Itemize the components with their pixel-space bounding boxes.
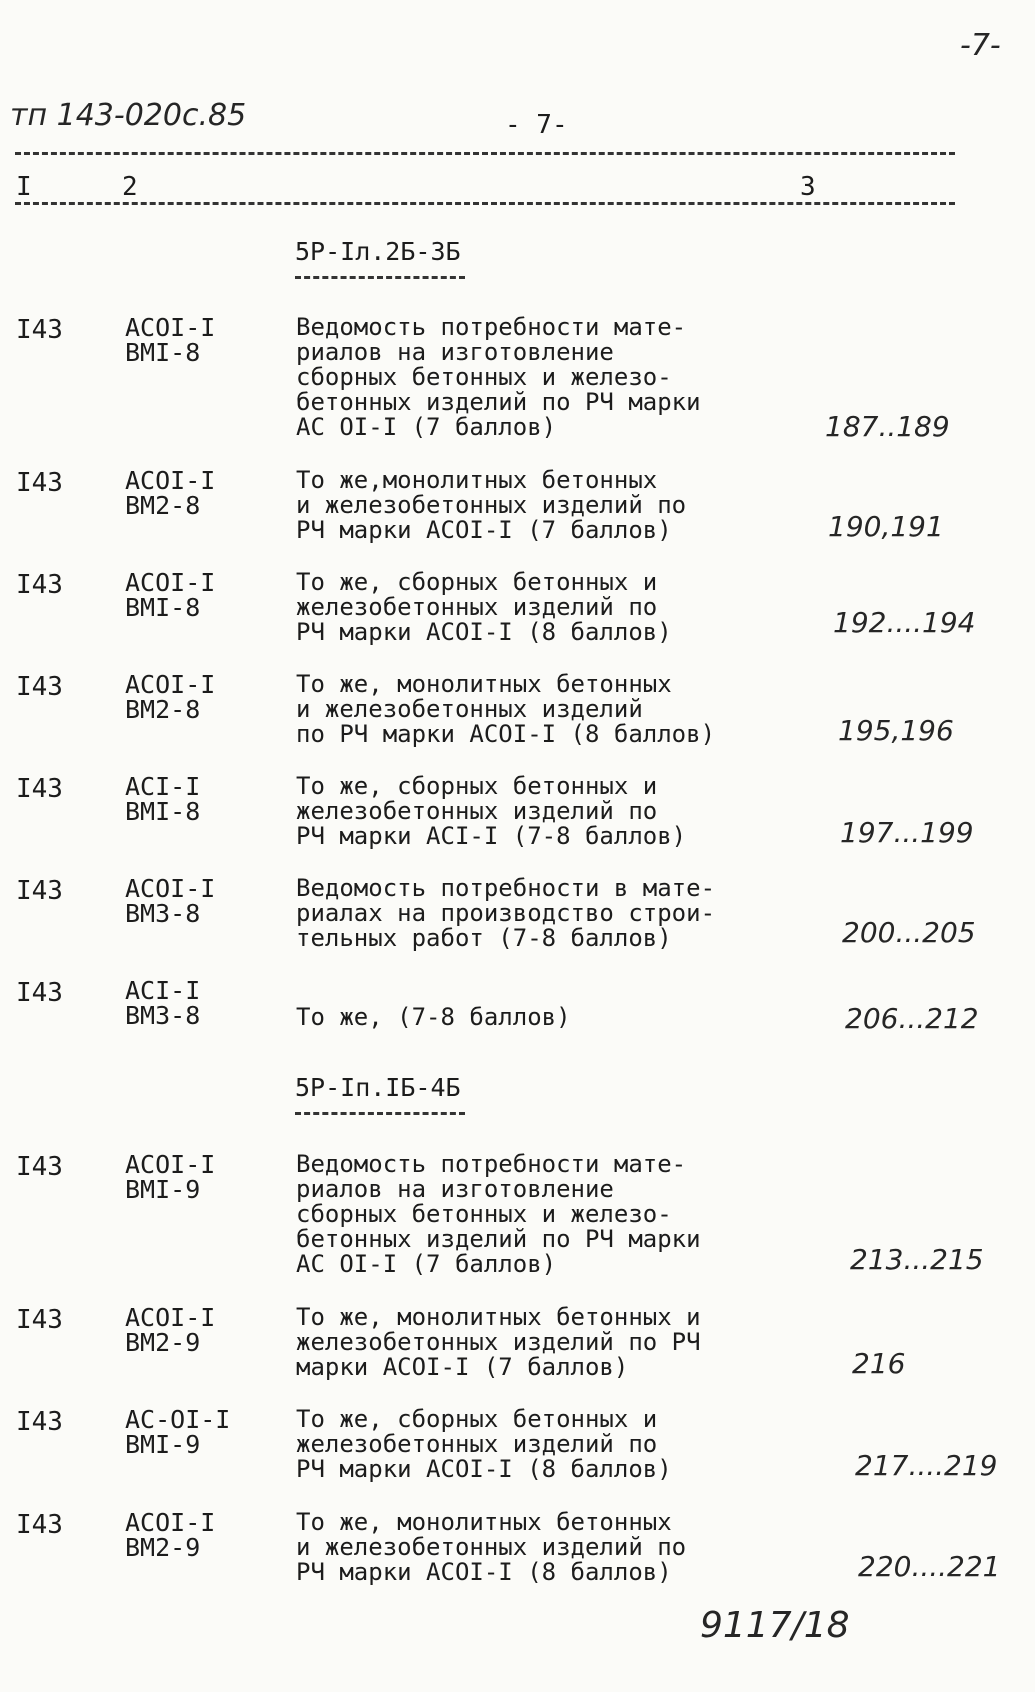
handwritten-archive-number: 9117/18	[700, 1605, 850, 1646]
row-pages: 187..189	[825, 410, 950, 443]
corner-page-mark: -7-	[960, 28, 1001, 63]
row-description: Ведомость потребности в мате- риалах на производство строи- тельных работ (7-8 баллов)	[296, 874, 716, 952]
row-number: I43	[16, 978, 63, 1008]
row-pages: 200...205	[842, 916, 976, 949]
column-number-1: I	[16, 172, 32, 202]
row-number: I43	[16, 315, 63, 345]
row-pages: 195,196	[838, 714, 954, 747]
row-pages: 220....221	[858, 1550, 1001, 1583]
row-number: I43	[16, 1305, 63, 1335]
column-number-2: 2	[122, 172, 138, 202]
row-pages: 197...199	[840, 816, 974, 849]
row-number: I43	[16, 672, 63, 702]
section-title: 5Р-Iл.2Б-3Б	[295, 237, 465, 279]
row-description: То же, сборных бетонных и железобетонных изделий по РЧ марки АСОI-I (8 баллов)	[296, 568, 672, 646]
row-code: АСОI-I ВМI-9	[125, 1150, 216, 1204]
row-number: I43	[16, 876, 63, 906]
row-code: АСI-I ВМI-8	[125, 772, 201, 826]
section-title: 5Р-Iп.IБ-4Б	[295, 1073, 465, 1115]
row-description: То же, сборных бетонных и железобетонных изделий по РЧ марки АСОI-I (8 баллов)	[296, 1405, 672, 1483]
row-code: АСОI-I ВМ3-8	[125, 874, 216, 928]
row-number: I43	[16, 1510, 63, 1540]
row-pages: 192....194	[833, 606, 976, 639]
row-code: АСОI-I ВМI-8	[125, 568, 216, 622]
document-code: тп 143-020с.85	[10, 98, 247, 133]
row-pages: 216	[852, 1347, 906, 1380]
row-description: Ведомость потребности мате- риалов на изготовление сборных бетонных и железо- бетонных изделий по РЧ марки АС ОI-I (7 баллов)	[296, 1150, 701, 1278]
row-number: I43	[16, 468, 63, 498]
header-divider-top	[15, 152, 955, 155]
row-description: То же, (7-8 баллов)	[296, 1003, 571, 1031]
row-code: АСОI-I ВМ2-8	[125, 466, 216, 520]
page-number: - 7-	[505, 110, 568, 140]
row-description: То же,монолитных бетонных и железобетонных изделий по РЧ марки АСОI-I (7 баллов)	[296, 466, 687, 544]
row-description: Ведомость потребности мате- риалов на изготовление сборных бетонных и железо- бетонных изделий по РЧ марки АС ОI-I (7 баллов)	[296, 313, 701, 441]
row-description: То же, монолитных бетонных и железобетонных изделий по РЧ марки АСОI-I (8 баллов)	[296, 1508, 687, 1586]
header-divider-bottom	[15, 202, 955, 205]
row-code: АСI-I ВМ3-8	[125, 976, 201, 1030]
row-pages: 206...212	[845, 1002, 979, 1035]
row-pages: 213...215	[850, 1243, 984, 1276]
row-number: I43	[16, 1407, 63, 1437]
row-code: АС-ОI-I ВМI-9	[125, 1405, 231, 1459]
row-number: I43	[16, 570, 63, 600]
row-description: То же, сборных бетонных и железобетонных изделий по РЧ марки АСI-I (7-8 баллов)	[296, 772, 687, 850]
row-number: I43	[16, 1152, 63, 1182]
row-pages: 217....219	[855, 1449, 998, 1482]
row-code: АСОI-I ВМI-8	[125, 313, 216, 367]
row-code: АСОI-I ВМ2-9	[125, 1508, 216, 1562]
row-number: I43	[16, 774, 63, 804]
row-code: АСОI-I ВМ2-8	[125, 670, 216, 724]
row-description: То же, монолитных бетонных и железобетонных изделий по РЧ марки АСОI-I (7 баллов)	[296, 1303, 701, 1381]
row-description: То же, монолитных бетонных и железобетонных изделий по РЧ марки АСОI-I (8 баллов)	[296, 670, 716, 748]
column-number-3: 3	[800, 172, 816, 202]
row-pages: 190,191	[828, 510, 944, 543]
row-code: АСОI-I ВМ2-9	[125, 1303, 216, 1357]
